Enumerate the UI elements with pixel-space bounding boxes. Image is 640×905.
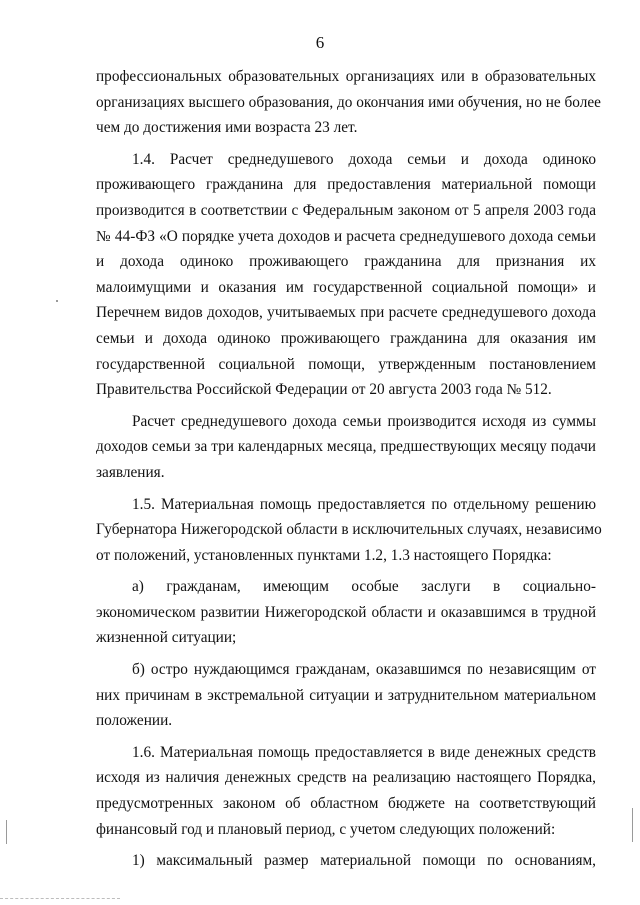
text-line: экономическом развитии Нижегородской области и оказавшимся в трудной — [96, 603, 596, 621]
paragraph-item-1 — [96, 848, 596, 874]
text-line: 1.4. Расчет среднедушевого дохода семьи и дохода одиноко — [132, 150, 596, 168]
text-line: Перечнем видов доходов, учитываемых при расчете среднедушевого дохода — [96, 304, 596, 322]
text-line: и дохода одиноко проживающего гражданина для признания их — [96, 253, 596, 271]
scan-footer-dashes — [0, 898, 120, 900]
text-line: предусмотренных законом об областном бюджете на соответствующий — [96, 795, 596, 813]
paragraph-item-b — [96, 657, 596, 734]
text-line: положении. — [96, 712, 173, 730]
scan-mark-right — [632, 808, 633, 842]
paragraph-1-6 — [96, 740, 596, 842]
text-line: них причинам в экстремальной ситуации и затруднительном материальном — [96, 686, 596, 704]
text-line: организациях высшего образования, до окончания ими обучения, но не более — [96, 93, 601, 111]
text-line: 1.5. Материальная помощь предоставляется по отдельному решению — [132, 495, 596, 513]
text-line: Расчет среднедушевого дохода семьи производится исходя из суммы — [132, 412, 596, 430]
text-line: 1.6. Материальная помощь предоставляется в виде денежных средств — [132, 743, 596, 761]
text-line: жизненной ситуации; — [96, 629, 237, 647]
text-line: государственной социальной помощи, утвержденным постановлением — [96, 355, 596, 373]
text-line: производится в соответствии с Федеральным законом от 5 апреля 2003 года — [96, 201, 596, 219]
page-number: 6 — [315, 33, 325, 52]
text-line: исходя из наличия денежных средств на реализацию настоящего Порядка, — [96, 769, 596, 787]
text-line: Правительства Российской Федерации от 20 августа 2003 года № 512. — [96, 381, 552, 399]
scan-mark-left — [6, 820, 7, 844]
scan-dot-left — [56, 300, 58, 302]
paragraph-income-calculation — [96, 409, 596, 486]
text-line: доходов семьи за три календарных месяца, предшествующих месяцу подачи — [96, 438, 596, 456]
text-line: малоимущими и оказания им государственной социальной помощи» и — [96, 278, 596, 296]
text-line: б) остро нуждающимся гражданам, оказавшимся по независящим от — [132, 661, 596, 679]
text-line: семьи и дохода одиноко проживающего гражданина для оказания им — [96, 329, 596, 347]
text-line: чем до достижения ими возраста 23 лет. — [96, 119, 358, 137]
document-body — [96, 64, 602, 880]
text-line: заявления. — [96, 463, 165, 481]
text-line: Губернатора Нижегородской области в исключительных случаях, независимо — [96, 521, 602, 539]
paragraph-1-4 — [96, 147, 596, 403]
paragraph-item-a — [96, 574, 596, 651]
text-line: от положений, установленных пунктами 1.2, 1.3 настоящего Порядка: — [96, 546, 552, 564]
text-line: а) гражданам, имеющим особые заслуги в социально- — [132, 578, 596, 596]
paragraph-continuation — [96, 64, 601, 141]
paragraph-1-5 — [96, 492, 602, 569]
text-line: 1) максимальный размер материальной помощи по основаниям, — [132, 852, 596, 870]
text-line: профессиональных образовательных организациях или в образовательных — [96, 68, 596, 85]
text-line: финансовый год и плановый период, с учетом следующих положений: — [96, 820, 556, 838]
text-line: № 44-ФЗ «О порядке учета доходов и расчета среднедушевого дохода семьи — [96, 227, 596, 245]
text-line: проживающего гражданина для предоставления материальной помощи — [96, 176, 596, 194]
